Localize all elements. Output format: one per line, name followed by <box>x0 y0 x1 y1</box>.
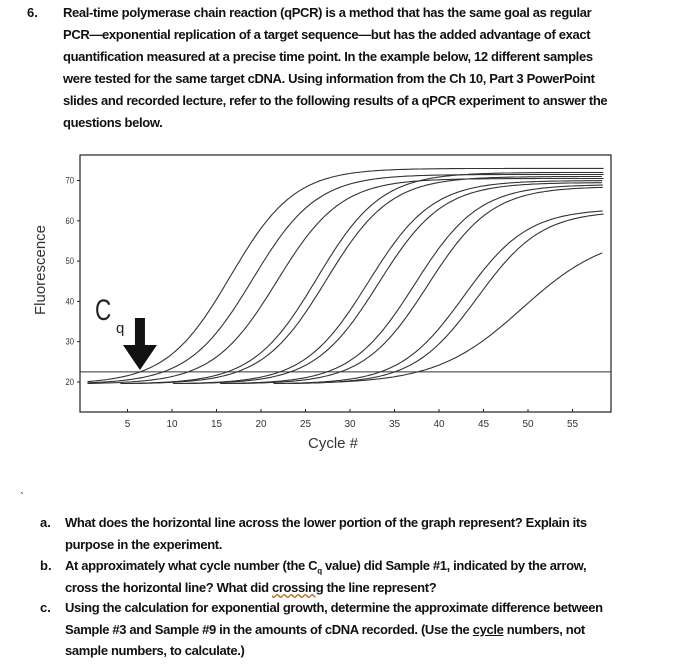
amplification-curve <box>311 253 603 383</box>
x-tick-label: 50 <box>522 419 534 430</box>
y-tick-label: 30 <box>65 336 74 347</box>
subq-a-line2: purpose in the experiment. <box>65 537 223 552</box>
y-tick-label: 50 <box>65 255 74 267</box>
x-tick-label: 15 <box>210 419 223 430</box>
amplification-curve <box>233 187 602 383</box>
amplification-curve <box>220 185 603 384</box>
text: value) did Sample #1, indicated by the arrow, <box>321 558 587 573</box>
text: numbers, not <box>503 622 585 637</box>
text: At approximately what cycle number (the C <box>65 558 318 573</box>
x-tick-label: 30 <box>344 419 356 430</box>
amplification-curve <box>184 183 602 384</box>
y-tick-label: 40 <box>65 295 74 307</box>
x-tick-label: 40 <box>433 419 445 430</box>
x-tick-label: 45 <box>477 419 490 430</box>
text: Sample #3 and Sample #9 in the amounts of cDNA recorded. (Use the <box>65 622 473 637</box>
spellcheck-word: crossing <box>271 580 324 595</box>
subq-c-line1: Using the calculation for exponential growth, determine the approximate difference between <box>65 600 603 615</box>
subq-b-letter: b. <box>40 558 52 573</box>
y-tick-label: 20 <box>65 376 74 388</box>
x-tick-label: 25 <box>299 419 312 430</box>
cq-label: C <box>95 292 112 327</box>
text: the line represent? <box>323 580 437 595</box>
y-tick-label: 70 <box>65 174 74 186</box>
y-tick-label: 60 <box>65 215 74 226</box>
question-line: PCR—exponential replication of a target sequence—but has the added advantage of exact <box>63 27 591 42</box>
subq-b-line1 <box>65 558 586 576</box>
question-number: 6. <box>27 5 38 20</box>
down-arrow-icon <box>123 318 157 370</box>
question-line: Real-time polymerase chain reaction (qPCR) is a method that has the same goal as regular <box>63 5 592 20</box>
x-tick-label: 55 <box>566 419 579 430</box>
question-line: quantification measured at a precise time point. In the example below, 12 different samples <box>63 49 593 64</box>
underlined-word: cycle <box>472 622 504 637</box>
cq-subscript: q <box>116 320 125 337</box>
text: cross the horizontal line? What did <box>65 580 272 595</box>
amplification-curve <box>88 175 604 383</box>
subq-c-line3: sample numbers, to calculate.) <box>65 643 245 658</box>
stray-mark: ` <box>20 490 24 504</box>
x-tick-label: 20 <box>255 419 267 430</box>
question-line: slides and recorded lecture, refer to the following results of a qPCR experiment to answer the <box>63 93 608 108</box>
y-axis-label: Fluorescence <box>32 224 49 316</box>
amplification-curve <box>274 211 603 384</box>
x-tick-label: 35 <box>388 419 401 430</box>
subq-a-letter: a. <box>40 515 51 530</box>
amplification-curve <box>173 181 602 384</box>
amplification-curve <box>88 179 604 384</box>
subq-c-line2 <box>65 622 585 637</box>
subq-b-line2 <box>65 580 436 595</box>
amplification-curve <box>130 177 602 384</box>
subscript: q <box>317 566 322 576</box>
x-axis-label: Cycle # <box>307 435 359 452</box>
subq-c-letter: c. <box>40 600 51 615</box>
x-tick-label: 5 <box>124 419 131 430</box>
subq-a-line1: What does the horizontal line across the lower portion of the graph represent? Explain its <box>65 515 587 530</box>
question-line: questions below. <box>63 115 163 130</box>
question-line: were tested for the same target cDNA. Using information from the Ch 10, Part 3 PowerPoint <box>63 71 595 86</box>
x-tick-label: 10 <box>166 419 178 430</box>
